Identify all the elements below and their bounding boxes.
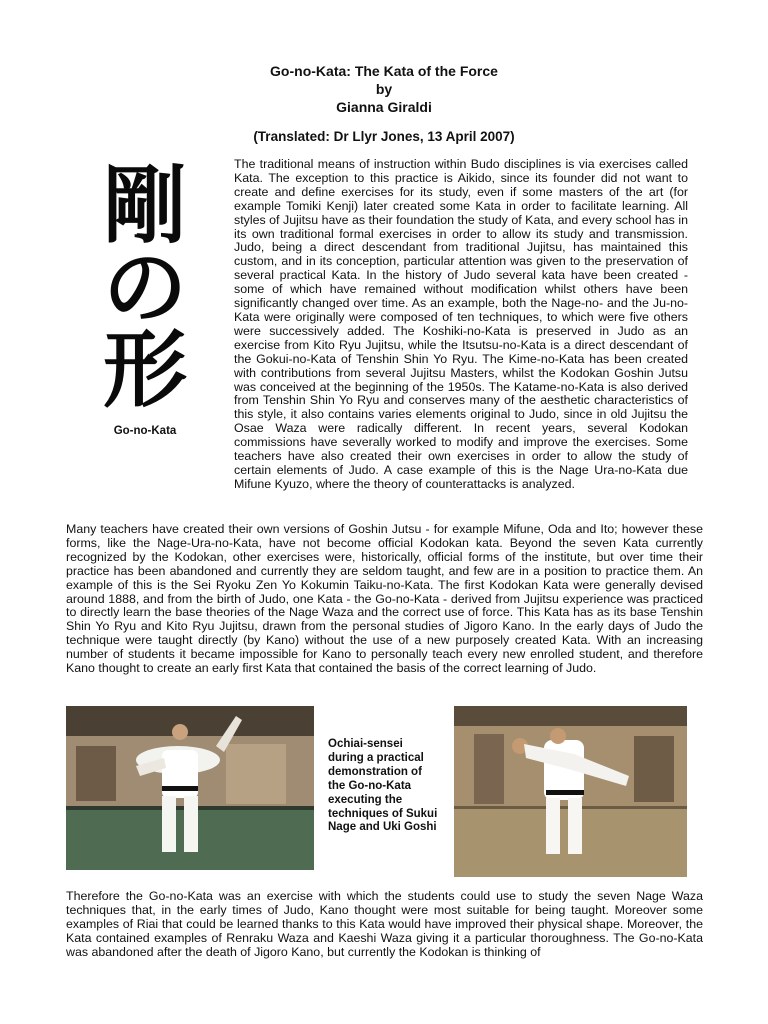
author: Gianna Giraldi — [336, 99, 432, 115]
photo-uki-goshi — [454, 706, 687, 877]
calligraphy-no: の — [102, 238, 187, 337]
paragraph-go-no-kata: Therefore the Go-no-Kata was an exercise with which the students could use to study the seven Nage Waza techniques that, in the early times of Judo, Kano thought were most suitable for being taught. Moreover some examples of Riai that could be learned thanks to this Kata would have improved their physical shape. Moreover, the Kata contained examples of Renraku Waza and Kaeshi Waza giving it a particular thoroughness. The Go-no-Kata was abandoned after the death of Jigoro Kano, but currently the Kodokan is thinking of — [66, 889, 703, 959]
byline: by — [375, 81, 393, 97]
calligraphy-caption: Go-no-Kata — [113, 425, 177, 437]
title: Go-no-Kata: The Kata of the Force — [270, 63, 498, 79]
paragraph-intro: The traditional means of instruction within Budo disciplines is via exercises called Kata. The exception to this practice is Aikido, since its founder did not want to create and define exercises for its study, even if some masters of the art (for example Tomiki Kenji) later created some Kata in order to facilitate learning. All styles of Jujitsu have as their foundation the study of Kata, and every school has in its own traditional formal exercises in order to allow its study and transmission. Judo, being a direct descendant from traditional Jujitsu, has maintained this custom, and in its conception, particular attention was given to the preservation of several practical Kata. In the history of Judo several kata have been created - some of which have remained without modification whilst others have been significantly changed over time. As an example, both the Nage-no- and the Ju-no- Kata were originally were composed of ten techniques, to which were five others were successively added. The Koshiki-no-Kata is preserved in Judo as an exercise from Kito Ryu Jujitsu, while the Itsutsu-no-Kata is a direct descendant of the Gokui-no-Kata of Tenshin Shin Yo Ryu. The Kime-no-Kata has been created with contributions from several Jujitsu Masters, whilst the Kodokan Goshin Jutsu was conceived at the beginning of the 1950s. The Katame-no-Kata is also derived from Tenshin Shin Yo Ryu and conserves many of the aesthetic characteristics of this style, it also contains varies elements original to Judo, since in old Jujitsu the Osae Waza were radically different. In recent years, several Kodokan commissions have severally worked to modify and improve the exercises. Some teachers have also created their own exercises in order to allow the study of certain elements of Judo. A case example of this is the Nage Ura-no-Kata due Mifune Kyuzo, where the theory of counterattacks is analyzed. — [234, 157, 688, 491]
calligraphy-kata: 形 — [102, 320, 187, 419]
photo-caption: Ochiai-sensei during a practical demonstration of the Go-no-Kata executing the techniques of Sukui Nage and Uki Goshi — [328, 738, 438, 834]
paragraph-history: Many teachers have created their own versions of Goshin Jutsu - for example Mifune, Oda and Ito; however these forms, like the Nage-Ura-no-Kata, have not become official Kodokan kata. Beyond the seven Kata currently recognized by the Kodokan, other exercises were, historically, official forms of the institute, but over time their practice has been abandoned and currently they are seldom taught, and few are in a position to practice them. An example of this is the Sei Ryoku Zen Yo Kokumin Taiku-no-Kata. The first Kodokan Kata were generally devised around 1888, and from the birth of Judo, one Kata - the Go-no-Kata - derived from Jujitsu experience was practiced to directly learn the base theories of the Nage Waza and the correct use of force. This Kata has as its base Tenshin Shin Yo Ryu and Kito Ryu Jujitsu, drawn from the personal studies of Jigoro Kano. In the early days of Judo the technique were taught directly (by Kano) without the use of a new purposely created Kata. With an increasing number of students it became impossible for Kano to personally teach every new enrolled student, and therefore Kano thought to create an early first Kata that contained the basis of the correct learning of Judo. — [66, 522, 703, 676]
translation-note: (Translated: Dr Llyr Jones, 13 April 2007) — [253, 129, 515, 144]
photo-sukui-nage — [66, 706, 314, 870]
calligraphy-go: 剛 — [102, 156, 187, 255]
